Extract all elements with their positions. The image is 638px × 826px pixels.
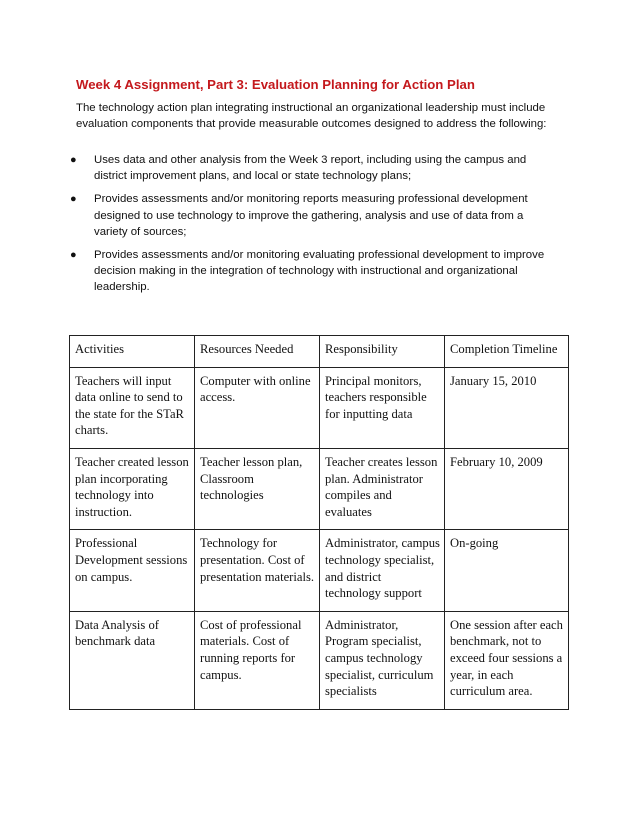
table-row bbox=[70, 367, 569, 448]
bullet-icon: ● bbox=[70, 193, 77, 206]
header-activities: Activities bbox=[70, 336, 195, 368]
header-responsibility: Responsibility bbox=[320, 336, 445, 368]
table-cell: Teacher creates lesson plan. Administrator compiles and evaluates bbox=[320, 448, 445, 529]
table-cell: Cost of professional materials. Cost of running reports for campus. bbox=[195, 611, 320, 709]
table-header-row bbox=[70, 336, 569, 368]
table-cell: One session after each benchmark, not to exceed four sessions a year, in each curriculum area. bbox=[445, 611, 569, 709]
header-resources-needed: Resources Needed bbox=[195, 336, 320, 368]
table-cell: Administrator, Program specialist, campus technology specialist, curriculum specialists bbox=[320, 611, 445, 709]
table-row bbox=[70, 448, 569, 529]
list-item-text: Provides assessments and/or monitoring reports measuring professional development designed to use technology to improve the gathering, analysis and use of data from a variety of sources; bbox=[94, 193, 528, 238]
table-cell: Professional Development sessions on campus. bbox=[70, 530, 195, 611]
document-title: Week 4 Assignment, Part 3: Evaluation Planning for Action Plan bbox=[76, 77, 475, 92]
table-cell: Principal monitors, teachers responsible for inputting data bbox=[320, 367, 445, 448]
requirements-list bbox=[60, 152, 560, 303]
table-cell: Teachers will input data online to send to the state for the STaR charts. bbox=[70, 367, 195, 448]
table-cell: Administrator, campus technology specialist, and district technology support bbox=[320, 530, 445, 611]
list-item-text: Provides assessments and/or monitoring evaluating professional development to improve decision making in the integration of technology with instructional and organizational leadership. bbox=[94, 249, 545, 294]
table-cell: January 15, 2010 bbox=[445, 367, 569, 448]
list-item bbox=[60, 191, 560, 240]
table-cell: Teacher lesson plan, Classroom technologies bbox=[195, 448, 320, 529]
list-item bbox=[60, 152, 560, 184]
action-plan-table bbox=[69, 335, 569, 710]
intro-paragraph: The technology action plan integrating instructional an organizational leadership must include evaluation components that provide measurable outcomes designed to address the following: bbox=[76, 102, 547, 130]
table-cell: Teacher created lesson plan incorporating technology into instruction. bbox=[70, 448, 195, 529]
table-cell: February 10, 2009 bbox=[445, 448, 569, 529]
table-cell: Technology for presentation. Cost of presentation materials. bbox=[195, 530, 320, 611]
list-item bbox=[60, 247, 560, 296]
table-cell: Computer with online access. bbox=[195, 367, 320, 448]
header-completion-timeline: Completion Timeline bbox=[445, 336, 569, 368]
list-item-text: Uses data and other analysis from the Week 3 report, including using the campus and district improvement plans, and local or state technology plans; bbox=[94, 154, 527, 183]
table-cell: On-going bbox=[445, 530, 569, 611]
table-row bbox=[70, 530, 569, 611]
bullet-icon: ● bbox=[70, 154, 77, 166]
table-cell: Data Analysis of benchmark data bbox=[70, 611, 195, 709]
table-row bbox=[70, 611, 569, 709]
bullet-icon: ● bbox=[70, 249, 77, 262]
